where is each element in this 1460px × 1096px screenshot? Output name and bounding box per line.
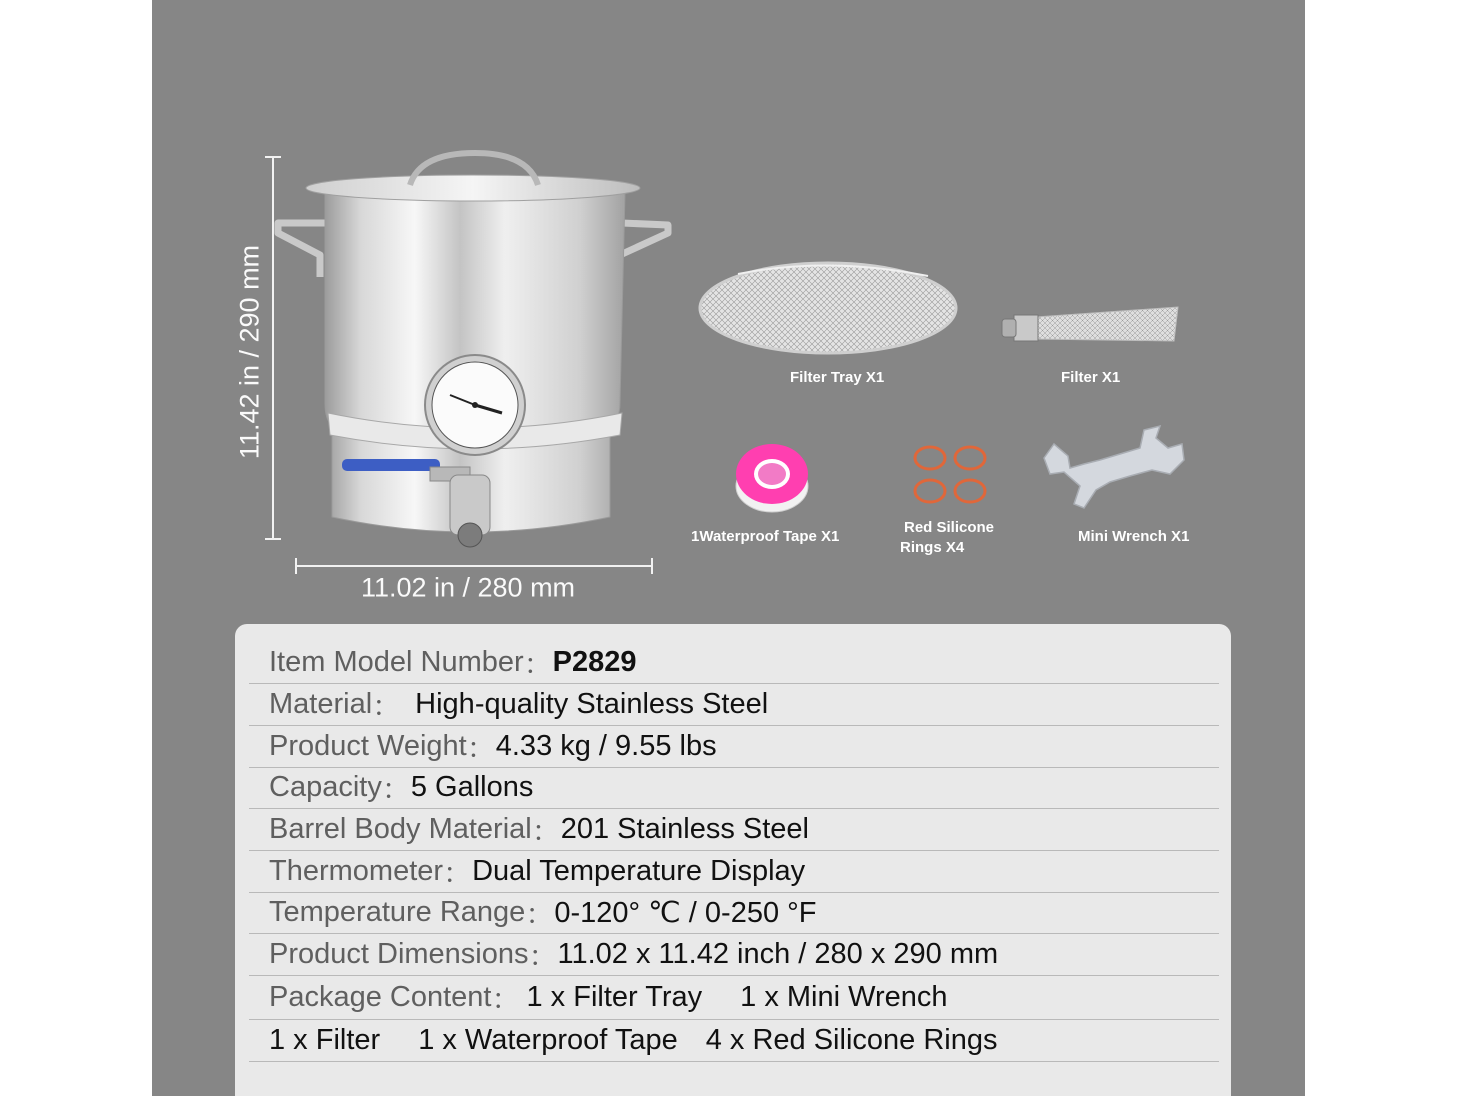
spec-value: 11.02 x 11.42 inch / 280 x 290 mm [557,938,999,970]
silicone-rings-icon [910,442,990,508]
package-item: 1 x Mini Wrench [740,981,948,1013]
filter-label: Filter X1 [1061,369,1121,386]
spec-row-thermometer [249,851,1219,893]
width-dimension-cap-left [295,558,297,574]
spec-separator: ： [491,984,521,1016]
spec-value: P2829 [552,646,637,678]
package-item: 1 x Filter [269,1024,381,1056]
package-item: 4 x Red Silicone Rings [705,1024,998,1056]
package-item: 1 x Waterproof Tape [418,1024,678,1056]
spec-separator: ： [525,899,555,931]
filter-tray-icon [698,260,962,356]
width-dimension-line [295,565,653,567]
spec-value: High-quality Stainless Steel [415,688,769,720]
stockpot-image [270,145,680,555]
spec-row-temperature-range [249,892,1219,934]
spec-separator: ： [443,858,473,890]
height-dimension-label: 11.42 in / 290 mm [234,244,265,460]
waterproof-tape-label: 1Waterproof Tape X1 [691,528,840,545]
spec-row-capacity [249,767,1219,809]
spec-row-barrel-material [249,809,1219,851]
spec-row-package-content-continued [249,1020,1219,1062]
spec-row-model [249,642,1219,684]
filter-icon [1000,303,1180,351]
specifications-table [235,624,1231,1096]
spec-separator: ： [381,774,411,806]
spec-label: Barrel Body Material [269,813,532,845]
filter-tray-label: Filter Tray X1 [790,369,885,386]
spec-value: Dual Temperature Display [472,855,806,887]
width-dimension-label: 11.02 in / 280 mm [360,572,576,603]
spec-separator: ： [466,733,496,765]
silicone-rings-label-line1: Red Silicone [904,519,995,536]
wrench-icon [1040,424,1188,512]
spec-label: Item Model Number [269,646,524,678]
package-item: 1 x Filter Tray [526,981,703,1013]
spec-value: 4.33 kg / 9.55 lbs [495,730,717,762]
width-dimension-cap-right [651,558,653,574]
spec-row-material [249,684,1219,726]
spec-separator: ： [523,649,553,681]
spec-label: Package Content [269,981,492,1013]
spec-label: Thermometer [269,855,444,887]
spec-label: Capacity [269,771,382,803]
spec-label: Product Weight [269,730,467,762]
spec-separator: ： [528,941,558,973]
spec-value: 5 Gallons [410,771,534,803]
spec-value: 201 Stainless Steel [560,813,810,845]
spec-label: Product Dimensions [269,938,529,970]
spec-label: Temperature Range [269,896,526,928]
spec-row-dimensions [249,934,1219,976]
spec-row-weight [249,726,1219,768]
spec-separator: ： [531,816,561,848]
spec-value: 0-120° ℃ / 0-250 °F [554,897,817,929]
wrench-label: Mini Wrench X1 [1078,528,1190,545]
waterproof-tape-icon [734,440,812,516]
spec-separator: ： [372,691,402,723]
spec-label: Material [269,688,373,720]
silicone-rings-label-line2: Rings X4 [900,539,965,556]
spec-row-package-content [249,976,1219,1020]
